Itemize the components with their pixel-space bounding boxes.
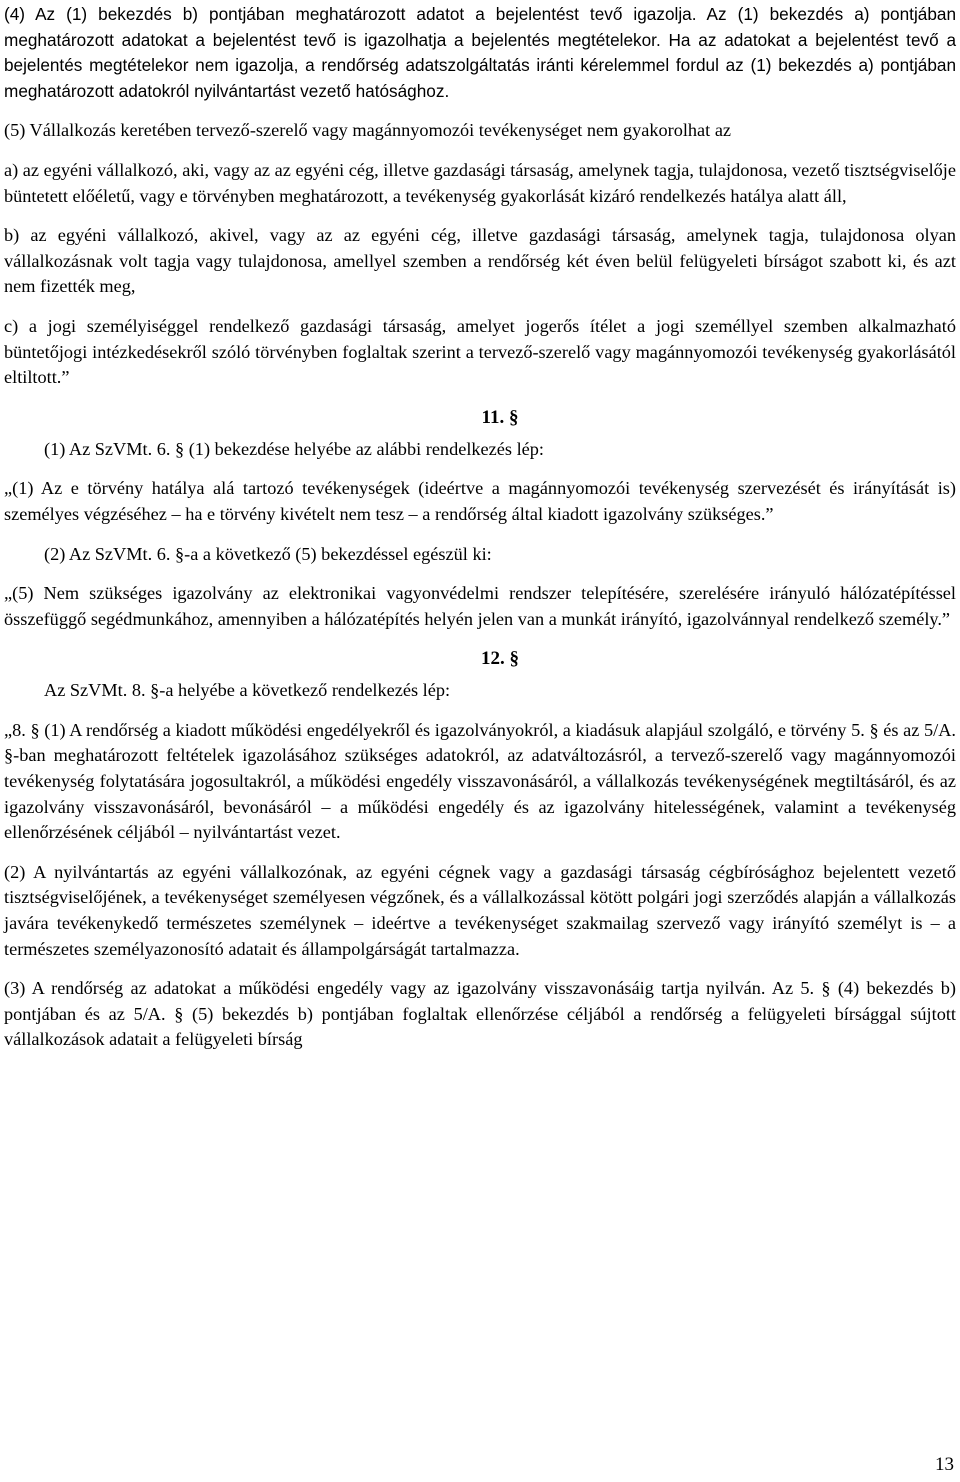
section-11-para-2-text: „(5) Nem szükséges igazolvány az elektronikai vagyonvédelmi rendszer telepítésére, szerelésére irányuló hálózatépítéssel összefüggő segédmunkához, amennyiben a hálózatépítés helyén jelen van a munkát irányító, igazolvánnyal rendelkező személy.”	[4, 583, 956, 629]
section-11-para-1-text: „(1) Az e törvény hatálya alá tartozó tevékenységek (ideértve a magánnyomozói tevékenység szervezését és irányítását is) személyes végzéséhez – ha e törvény kivételt nem tesz – a rendőrség által kiadott igazolvány szükséges.”	[4, 478, 956, 524]
section-8-para-1: „8. § (1) A rendőrség a kiadott működési engedélyekről és igazolványokról, a kiadásuk alapjául szolgáló, e törvény 5. § és az 5/A. §-ban meghatározott feltételek igazolásához szükséges adatokról, az adatváltozásról, a tervező-szerelő vagy magánnyomozói tevékenység folytatására jogosultakról, a működési engedély visszavonásáról, a vállalkozás tevékenységének megtiltásáról, és az igazolvány visszavonásáról, bevonásáról – a működési engedély és az igazolvány hitelességének, valamint a tevékenység ellenőrzésének céljából – nyilvántartást vezet.	[4, 719, 956, 843]
point-a: a) az egyéni vállalkozó, aki, vagy az az egyéni cég, illetve gazdasági társaság, amelynek tagja, tulajdonosa, vezető tisztségviselője büntetett előéletű, vagy e törvényben meghatározott, a tevékenység gyakorlását kizáró rendelkezés hatálya alatt áll,	[4, 159, 956, 206]
section-11-para-2-intro: (2) Az SzVMt. 6. §-a a következő (5) bekezdéssel egészül ki:	[44, 543, 492, 564]
page-number: 13	[935, 1454, 954, 1475]
section-12-intro: Az SzVMt. 8. §-a helyébe a következő rendelkezés lép:	[44, 680, 451, 701]
section-8-para-2: (2) A nyilvántartás az egyéni vállalkozónak, az egyéni cégnek vagy a gazdasági társaság cégbírósághoz bejelentett vezető tisztségviselőjének, a tevékenységet személyesen végzőnek, és a vállalkozással kötött polgári jogi szerződés alapján a vállalkozás javára tevékenykedő természetes személynek – ideértve a tevékenységet szakmailag szervező vagy irányító személyt is – a természetes személyazonosító adatait és állampolgárságát tartalmazza.	[4, 861, 956, 959]
paragraph-5: (5) Vállalkozás keretében tervező-szerelő vagy magánnyomozói tevékenységet nem gyakorolhat az	[4, 120, 732, 141]
point-c: c) a jogi személyiséggel rendelkező gazdasági társaság, amelyet jogerős ítélet a jogi személlyel szemben alkalmazható büntetőjogi intézkedésekről szóló törvényben foglaltak szerint a tervező-szerelő vagy magánnyomozói tevékenység gyakorlásától eltiltott.”	[4, 315, 956, 388]
point-b: b) az egyéni vállalkozó, akivel, vagy az az egyéni cég, illetve gazdasági társaság, amelynek tagja, tulajdonosa olyan vállalkozásnak volt tagja vagy tulajdonosa, amellyel szemben a rendőrség két éven belül felügyeleti bírságot szabott ki, és azt nem fizették meg,	[4, 225, 956, 297]
section-12-heading: 12. §	[481, 648, 519, 670]
paragraph-4: (4) Az (1) bekezdés b) pontjában meghatározott adatot a bejelentést tevő igazolja. Az (1) bekezdés a) pontjában meghatározott adatokat a bejelentést tevő is igazolhatja a bejelentés megtételekor. Ha az adatokat a bejelentést tevő a bejelentés megtételekor nem igazolja, a rendőrség adatszolgáltatás iránti kérelemmel fordul az (1) bekezdés a) pontjában meghatározott adatokról nyilvántartást vezető hatósághoz.	[4, 4, 956, 101]
section-8-para-3: (3) A rendőrség az adatokat a működési engedély vagy az igazolvány visszavonásáig tartja nyilván. Az 5. § (4) bekezdés b) pontjában és az 5/A. § (5) bekezdés b) pontjában foglaltak ellenőrzése céljából a rendőrség a felügyeleti bírsággal sújtott vállalkozások adatait a felügyeleti bírság	[4, 978, 956, 1050]
section-11-heading: 11. §	[481, 406, 519, 428]
section-11-para-1-intro: (1) Az SzVMt. 6. § (1) bekezdése helyébe az alábbi rendelkezés lép:	[44, 438, 544, 459]
